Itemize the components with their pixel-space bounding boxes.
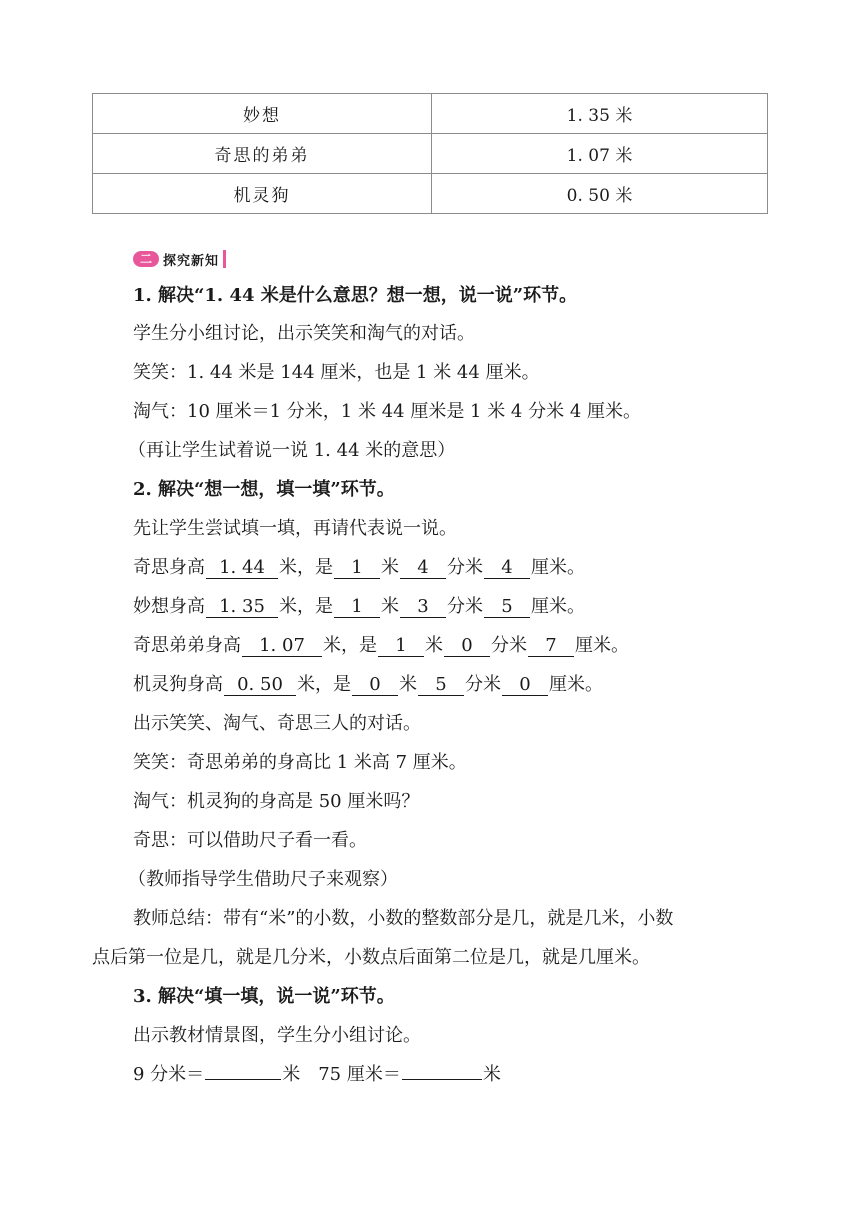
fill-text: 米，是 — [323, 635, 377, 656]
fill-text: 米 — [381, 557, 399, 578]
table-cell-height: 1. 07 米 — [432, 134, 768, 174]
paragraph: 奇思：可以借助尺子看一看。 — [133, 830, 367, 851]
fill-line — [133, 556, 585, 580]
paragraph: 笑笑：奇思弟弟的身高比 1 米高 7 厘米。 — [133, 752, 467, 773]
section1-heading: 1. 解决“1. 44 米是什么意思？想一想，说一说”环节。 — [133, 285, 578, 306]
fill-text: 分米 — [465, 674, 501, 695]
fill-blank: 4 — [400, 558, 446, 579]
equation-left: 9 分米＝ — [133, 1064, 205, 1085]
paragraph: 教师总结：带有“米”的小数，小数的整数部分是几，就是几米，小数 — [133, 908, 674, 929]
table-cell-name: 妙想 — [93, 94, 432, 134]
fill-blank: 0. 50 — [224, 675, 296, 696]
paragraph: 笑笑：1. 44 米是 144 厘米，也是 1 米 44 厘米。 — [133, 362, 540, 383]
fill-text: 米，是 — [279, 596, 333, 617]
table-cell-height: 0. 50 米 — [432, 174, 768, 214]
paragraph: 先让学生尝试填一填，再请代表说一说。 — [133, 518, 457, 539]
fill-blank: 7 — [528, 636, 574, 657]
fill-text: 分米 — [491, 635, 527, 656]
fill-blank: 1. 07 — [242, 636, 322, 657]
fill-text: 米 — [425, 635, 443, 656]
fill-blank: 5 — [418, 675, 464, 696]
paragraph: （教师指导学生借助尺子来观察） — [128, 869, 398, 890]
fill-subject: 奇思身高 — [133, 557, 205, 578]
equation-unit: 米 — [282, 1064, 301, 1085]
answer-blank — [402, 1079, 482, 1080]
section-bar — [223, 250, 226, 268]
section2-heading: 2. 解决“想一想，填一填”环节。 — [133, 479, 395, 500]
fill-subject: 妙想身高 — [133, 596, 205, 617]
height-table — [92, 93, 768, 214]
fill-text: 米 — [381, 596, 399, 617]
section-number: 二 — [133, 251, 159, 267]
table-cell-name: 机灵狗 — [93, 174, 432, 214]
fill-line — [133, 595, 585, 619]
table-row — [93, 174, 768, 214]
fill-line — [133, 634, 629, 658]
fill-text: 厘米。 — [575, 635, 629, 656]
paragraph: 出示笑笑、淘气、奇思三人的对话。 — [133, 713, 421, 734]
fill-text: 米，是 — [279, 557, 333, 578]
section3-heading: 3. 解决“填一填，说一说”环节。 — [133, 986, 395, 1007]
table-cell-height: 1. 35 米 — [432, 94, 768, 134]
table-row — [93, 134, 768, 174]
section-title: 探究新知 — [163, 253, 220, 269]
paragraph: 出示教材情景图，学生分小组讨论。 — [133, 1025, 421, 1046]
fill-text: 米，是 — [297, 674, 351, 695]
fill-text: 厘米。 — [531, 557, 585, 578]
fill-blank: 1 — [334, 597, 380, 618]
fill-blank: 1 — [378, 636, 424, 657]
equation-left: 75 厘米＝ — [318, 1064, 401, 1085]
answer-blank — [205, 1079, 281, 1080]
fill-line — [133, 673, 603, 697]
paragraph: 淘气：10 厘米＝1 分米，1 米 44 厘米是 1 米 4 分米 4 厘米。 — [133, 401, 642, 422]
fill-blank: 3 — [400, 597, 446, 618]
fill-subject: 机灵狗身高 — [133, 674, 223, 695]
fill-blank: 0 — [502, 675, 548, 696]
paragraph: 淘气：机灵狗的身高是 50 厘米吗？ — [133, 791, 420, 812]
equation-unit: 米 — [482, 1064, 501, 1085]
fill-subject: 奇思弟弟身高 — [133, 635, 241, 656]
paragraph: （再让学生试着说一说 1. 44 米的意思） — [128, 440, 456, 461]
fill-text: 厘米。 — [549, 674, 603, 695]
fill-blank: 0 — [352, 675, 398, 696]
fill-blank: 1 — [334, 558, 380, 579]
paragraph: 学生分小组讨论，出示笑笑和淘气的对话。 — [133, 323, 475, 344]
fill-blank: 0 — [444, 636, 490, 657]
fill-text: 分米 — [447, 557, 483, 578]
fill-text: 厘米。 — [531, 596, 585, 617]
fill-blank: 4 — [484, 558, 530, 579]
fill-blank: 1. 44 — [206, 558, 278, 579]
fill-text: 米 — [399, 674, 417, 695]
table-cell-name: 奇思的弟弟 — [93, 134, 432, 174]
fill-blank: 1. 35 — [206, 597, 278, 618]
table-row — [93, 94, 768, 134]
paragraph: 点后第一位是几，就是几分米，小数点后面第二位是几，就是几厘米。 — [92, 947, 650, 968]
fill-blank: 5 — [484, 597, 530, 618]
fill-text: 分米 — [447, 596, 483, 617]
section-badge — [133, 250, 226, 268]
equation-line — [133, 1063, 501, 1087]
